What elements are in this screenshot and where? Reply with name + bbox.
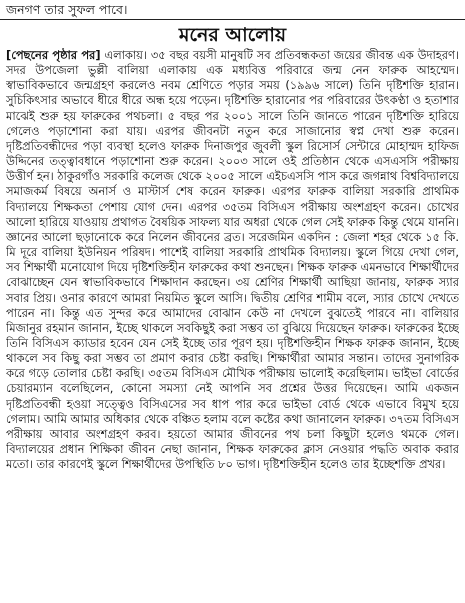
article-paragraph-text: এলাকায়। ৩৫ বছর বয়সী মানুষটি সব প্রতিবন্ধকতা জয়ের জীবন্ত এক উদাহরণ। সদর উপজেলা ভুল্লী বালিয়া এলাকায় এক মধ্যবিত্ত পরিবারে জন্ম নেন ফারুক আহম্মেদ। স্বাভাবিকভাবে জন্মগ্রহণ করলেও নবম শ্রেণিতে পড়ার সময় (১৯৯৬ সালে) তিনি দৃষ্টিশক্তি হারান। সুচিকিৎসার অভাবে ধীরে ধীরে অন্ধ হয়ে পড়েন। দৃষ্টিশক্তি হারানোর পর পরিবারের উৎকণ্ঠা ও হতাশার মাঝেই শুরু হয় ফারুকের পথচলা। ৫ বছর পর ২০০১ সালে তিনি জানতে পারেন দৃষ্টিশক্তি হারিয়ে গেলেও পড়াশোনা করা যায়। এরপর জীবনটা নতুন করে সাজানোর স্বপ্ন দেখা শুরু করেন। দৃষ্টিপ্রতিবন্ধীদের পড়া ব্যবস্থা হলেও ফারুক দিনাজপুর জুবলী স্কুল রিসোর্স সেন্টারে মোহাম্মদ হাফিজ উদ্দিনের তত্ত্বাবধানে পড়াশোনা শুরু করেন। ২০০৩ সালে ওই প্রতিষ্ঠান থেকে এসএসসি পরীক্ষায় উত্তীর্ণ হন। ঠাকুরগাঁও সরকারি কলেজ থেকে ২০০৫ সালে এইচএসসি পাস করে জগন্নাথ বিশ্ববিদ্যালয়ে সমাজকর্ম বিষয়ে অনার্স ও মাস্টার্স শেষ করেন ফারুক। এরপর ফারুক বালিয়া সরকারি প্রাথমিক বিদ্যালয়ে শিক্ষকতা পেশায় যোগ দেন। এরপর ৩৫তম বিসিএস পরীক্ষায় অংশগ্রহণ করেন। চোখের আলো হারিয়ে যাওয়ায় প্রথাগত বৈষয়িক সাফল্য যার অধরা থেকে গেল সেই ফারুক কিন্তু থেমে যাননি। জ্ঞানের আলো ছড়ানোকে করে নিলেন জীবনের ব্রত। সরেজমিন একদিন : জেলা শহর থেকে ১৫ কি. মি দূরে বালিয়া ইউনিয়ন পরিষদ। পাশেই বালিয়া সরকারি প্রাথমিক বিদ্যালয়। স্কুলে গিয়ে দেখা গেল, সব শিক্ষার্থী মনোযোগ দিয়ে দৃষ্টিশক্তিহীন ফারুকের কথা শুনছেন। শিক্ষক ফারুক এমনভাবে শিক্ষার্থীদের বোঝাচ্ছেন যেন স্বাভাবিকভাবে শিক্ষাদান করছেন। ৩য় শ্রেণির শিক্ষার্থী আছিয়া জানায়, ফারুক স্যার সবার প্রিয়। ওনার কারণে আমরা নিয়মিত স্কুলে আসি। দ্বিতীয় শ্রেণির শামীম বলে, স্যার চোখে দেখতে পারেন না। কিন্তু এত সুন্দর করে আমাদের বোঝান কেউ না দেখলে বুঝতেই পারবে না। বালিয়ার মিজানুর রহমান জানান, ইচ্ছে থাকলে সবকিছুই করা সম্ভব তা বুঝিয়ে দিয়েছেন ফারুক। ফারুকের ইচ্ছে তিনি বিসিএস ক্যাডার হবেন যেন সেই ইচ্ছে তার পূরণ হয়। দৃষ্টিশক্তিহীন শিক্ষক ফারুক জানান, ইচ্ছে থাকলে সব কিছু করা সম্ভব তা প্রমাণ করার চেষ্টা করছি। শিক্ষার্থীরা আমার সন্তান। তাদের সুনাগরিক করে গড়ে তোলার চেষ্টা করছি। ৩৫তম বিসিএস মৌখিক পরীক্ষায় ভালোই করেছিলাম। ভাইভা বোর্ডের চেয়ারম্যান বলেছিলেন, কোনো সমস্যা নেই আপনি সব প্রশ্নের উত্তর দিয়েছেন। আমি একজন দৃষ্টিপ্রতিবন্ধী হওয়া সত্ত্বেও বিসিএসের সব ধাপ পার করে ভাইভা বোর্ড থেকে এভাবে বিমুখ হয়ে গেলাম। আমি আমার অধিকার থেকে বঞ্চিত হলাম বলে কষ্টের কথা জানালেন ফারুক। ৩৭তম বিসিএস পরীক্ষায় আবার অংশগ্রহণ করব। হয়তো আমার জীবনের পথ চলা কিছুটা হলেও থমকে গেল। বিদ্যালয়ের প্রধান শিক্ষিকা জীবন নেছা জানান, শিক্ষক ফারুকের ক্লাস নেওয়ার পদ্ধতি অবাক করার মতো। তার কারণেই স্কুলে শিক্ষার্থীদের উপস্থিতি ৮০ ভাগ। দৃষ্টিশক্তিহীন হলেও তার ইচ্ছেশক্তি প্রখর। (6, 48, 459, 472)
article-headline: মনের আলোয় (178, 24, 287, 46)
previous-article-ending: জনগণ তার সুফল পাবে। (0, 0, 465, 20)
continued-from-tag: [পেছনের পৃষ্ঠার পর] (6, 48, 101, 62)
article-paragraph (6, 48, 459, 472)
article-body (6, 48, 459, 603)
